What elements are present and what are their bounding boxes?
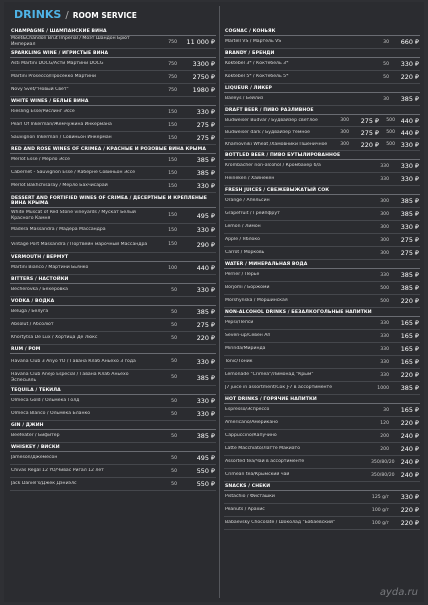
item-volume: 300 — [340, 118, 349, 123]
item-price: 385 ₽ — [400, 271, 419, 279]
item-volume-large: 500 — [386, 130, 395, 135]
item-name: J7 juice in assortment/Сок J-7 в ассортименте — [225, 385, 333, 391]
menu-item — [224, 491, 420, 504]
menu-item — [224, 195, 420, 208]
item-name: Mirinda/Миринда — [225, 346, 266, 352]
item-name: Martell VS / Мартель VS — [225, 39, 282, 45]
item-price: 385 ₽ — [400, 210, 419, 218]
item-volume: 1000 — [377, 385, 389, 391]
item-volume: 120 — [380, 420, 389, 426]
menu-item — [10, 408, 216, 421]
item-volume: 330 — [380, 359, 389, 365]
menu-item — [10, 180, 216, 193]
item-volume: 330 — [380, 163, 389, 169]
item-volume: 100 g/г — [371, 507, 389, 513]
right-column — [224, 28, 420, 602]
menu-item — [224, 430, 420, 443]
item-price: 495 ₽ — [196, 211, 215, 220]
item-price: 275 ₽ — [196, 134, 215, 142]
item-volume: 200 — [380, 433, 389, 439]
item-name: Grapefruit / Грейпфрут — [225, 211, 280, 217]
item-volume: 750 — [168, 61, 177, 67]
menu-item — [10, 36, 216, 49]
menu-item — [10, 319, 216, 332]
item-name: Lemon / Лимон — [225, 224, 261, 230]
item-price: 220 ₽ — [400, 519, 419, 527]
menu-item — [10, 284, 216, 297]
menu-item — [224, 356, 420, 369]
item-volume: 200 — [380, 446, 389, 452]
item-name: Seven-up/Севен Ап — [225, 333, 271, 339]
item-name: Heineken / Хайнекен — [225, 176, 275, 182]
item-price: 275 ₽ — [360, 128, 379, 137]
section-heading-text: RUM / РОМ — [11, 347, 41, 353]
item-price-large: 440 ₽ — [400, 116, 419, 125]
item-volume: 50 — [171, 398, 177, 404]
item-volume: 330 — [380, 176, 389, 182]
item-name: Novy Svet/"Новый Свет" — [11, 87, 69, 93]
item-volume: 350/80/20 — [371, 472, 395, 478]
item-price: 330 ₽ — [400, 162, 419, 170]
item-volume: 300 — [380, 198, 389, 204]
menu-item — [224, 173, 420, 186]
item-volume: 150 — [168, 183, 177, 189]
item-volume: 330 — [380, 372, 389, 378]
section-heading — [10, 386, 216, 395]
section-heading — [224, 106, 420, 115]
item-price: 275 ₽ — [360, 116, 379, 125]
section-heading-text: VERMOUTH / ВЕРМУТ — [11, 255, 69, 261]
menu-item — [10, 430, 216, 443]
item-volume: 50 — [171, 309, 177, 315]
item-name: Martini Prosecco/Просекко Мартини — [11, 74, 97, 80]
menu-item — [224, 269, 420, 282]
item-price: 1980 ₽ — [192, 86, 215, 94]
item-price: 165 ₽ — [400, 358, 419, 366]
item-name: Olmeca Gold / Ольмека Голд — [11, 398, 80, 404]
menu-item — [224, 71, 420, 84]
section-heading-text: GIN / ДЖИН — [11, 423, 44, 429]
menu-item — [224, 234, 420, 247]
menu-item — [10, 106, 216, 119]
item-volume: 100 — [168, 265, 177, 271]
section-heading — [224, 395, 420, 404]
menu-item — [224, 456, 420, 469]
section-heading-text: TEQUILA / ТЕКИЛА — [11, 388, 61, 394]
item-name: Khortytsa De Lux / Хортица Де Люкс — [11, 335, 98, 341]
item-price: 240 ₽ — [400, 445, 419, 453]
menu-item — [10, 58, 216, 71]
item-volume: 50 — [171, 375, 177, 380]
item-price: 240 ₽ — [400, 432, 419, 440]
item-name: Orange / Апельсин — [225, 198, 270, 204]
menu-item — [10, 306, 216, 319]
menu-item — [224, 221, 420, 234]
item-name: Koktebel 3* / Коктебель 3* — [225, 61, 289, 67]
item-volume: 750 — [168, 39, 177, 45]
section-heading — [10, 28, 216, 36]
section-heading-text: WATER / МИНЕРАЛЬНАЯ ВОДА — [225, 262, 308, 268]
menu-title — [14, 8, 137, 26]
item-volume: 30 — [383, 96, 389, 102]
item-name: Pepsi/Пепси — [225, 320, 254, 326]
item-volume: 50 — [171, 359, 177, 364]
item-name: Havana Club Anejo Especial / Гавана Клаб Аньехо Эспесьяль — [11, 371, 129, 383]
item-name: Borjomi / Боржоми — [225, 285, 270, 291]
section-heading — [10, 193, 216, 208]
item-volume: 50 — [171, 322, 177, 328]
item-price: 220 ₽ — [400, 506, 419, 514]
menu-item — [224, 443, 420, 456]
item-name: Cappuccino/Капучино — [225, 433, 277, 439]
section-heading-text: HOT DRINKS / ГОРЯЧИЕ НАПИТКИ — [225, 397, 317, 403]
item-price: 330 ₽ — [400, 60, 419, 68]
item-price: 275 ₽ — [196, 121, 215, 129]
menu-item — [224, 517, 420, 530]
item-volume: 300 — [380, 250, 389, 256]
item-volume: 750 — [168, 74, 177, 80]
item-name: Becherovka / Бехеровка — [11, 287, 68, 293]
item-price-large: 330 ₽ — [400, 140, 419, 149]
section-heading-text: VODKA / ВОДКА — [11, 299, 55, 305]
item-price: 330 ₽ — [196, 286, 215, 294]
item-volume: 300 — [340, 142, 349, 147]
menu-item — [10, 262, 216, 275]
item-name: Lemonade "Crimea"/Лимонад "Крым" — [225, 372, 314, 378]
item-volume: 330 — [380, 320, 389, 326]
item-name: Apple / Яблоко — [225, 237, 260, 243]
section-heading — [224, 186, 420, 195]
section-heading-text: DESSERT AND FORTIFIED WINES OF CRIMEA / ДЕСЕРТНЫЕ И КРЕПЛЕНЫЕ ВИНА КРЫМА — [11, 195, 207, 207]
item-volume: 500 — [380, 285, 389, 291]
item-name: Riesling Esse/Рислинг Эссе — [11, 109, 75, 115]
menu-item — [10, 237, 216, 253]
section-heading — [224, 84, 420, 93]
section-heading — [10, 345, 216, 354]
item-price: 385 ₽ — [400, 95, 419, 103]
item-price: 330 ₽ — [400, 223, 419, 231]
menu-item — [10, 167, 216, 180]
section-heading-text: LIQUEUR / ЛИКЕР — [225, 86, 272, 92]
item-name: Pistachio / Фисташки — [225, 494, 275, 500]
item-price: 330 ₽ — [196, 410, 215, 418]
item-volume: 150 — [168, 227, 177, 233]
section-heading — [10, 443, 216, 452]
item-price: 275 ₽ — [400, 236, 419, 244]
menu-item — [224, 317, 420, 330]
menu-item — [224, 330, 420, 343]
section-heading-text: BITTERS / НАСТОЙКИ — [11, 277, 69, 283]
section-heading-text: COGNAC / КОНЬЯК — [225, 29, 276, 35]
item-name: Olmeca Blanco / Ольмека Бланко — [11, 411, 91, 417]
section-heading — [10, 49, 216, 58]
item-name: Beefeater / Бифитер — [11, 433, 60, 439]
menu-item — [224, 382, 420, 395]
item-price: 165 ₽ — [400, 332, 419, 340]
menu-item — [224, 208, 420, 221]
menu-item — [224, 160, 420, 173]
item-volume-large: 500 — [386, 118, 395, 123]
section-heading — [224, 308, 420, 317]
item-name: Krombacher non-alcohol / Кромбахер б/а — [225, 163, 321, 169]
section-heading-text: CHAMPAGNE / ШАМПАНСКИЕ ВИНА — [11, 29, 107, 35]
item-name: Moet&Chandon Brut Imperial / Моэт Шандон Брют Империал — [11, 36, 130, 47]
item-price: 330 ₽ — [196, 108, 215, 116]
section-heading-text: WHISKEY / ВИСКИ — [11, 445, 60, 451]
section-heading — [10, 97, 216, 106]
item-price: 2750 ₽ — [192, 73, 215, 81]
item-price: 11 000 ₽ — [186, 38, 215, 46]
menu-item — [224, 504, 420, 517]
item-volume: 150 — [168, 170, 177, 176]
section-heading — [10, 421, 216, 430]
menu-item — [224, 36, 420, 49]
menu-item — [224, 369, 420, 382]
section-heading — [224, 482, 420, 491]
item-volume: 50 — [171, 468, 177, 474]
item-volume: 330 — [380, 272, 389, 278]
item-volume: 50 — [383, 61, 389, 67]
item-name: Jack Daniel's/Джек Дэниэлс — [11, 481, 77, 487]
menu-item — [10, 452, 216, 465]
item-volume: 330 — [380, 346, 389, 352]
item-price: 330 ₽ — [196, 397, 215, 405]
item-name: Latte Macchiato/Латте Макиато — [225, 446, 301, 452]
menu-item — [224, 115, 420, 127]
item-name: Absolut / Абсолют — [11, 322, 54, 328]
menu-item — [224, 469, 420, 482]
item-name: Jameson/Джемесон — [11, 455, 58, 461]
menu-item — [224, 58, 420, 71]
item-name: Martini Bianco / Мартини Бьянко — [11, 265, 89, 271]
menu-item — [10, 119, 216, 132]
item-volume-large: 500 — [386, 142, 395, 147]
item-name: Beluga / Белуга — [11, 309, 49, 315]
item-volume: 150 — [168, 109, 177, 115]
item-volume: 125 g/г — [371, 494, 389, 500]
item-name: Havana Club 3 Anyo YO / Гавана Клаб Аньехо 3 года — [11, 358, 136, 364]
section-heading-text: FRESH JUICES / СВЕЖЕВЫЖАТЫЙ СОК — [225, 188, 330, 194]
item-volume: 50 — [171, 335, 177, 341]
item-price: 275 ₽ — [400, 249, 419, 257]
menu-item — [224, 282, 420, 295]
menu-item — [10, 332, 216, 345]
item-name: Peanuts / Арахис — [225, 507, 265, 513]
menu-page — [4, 2, 424, 602]
item-price: 385 ₽ — [196, 156, 215, 164]
item-price: 660 ₽ — [400, 38, 419, 46]
section-heading — [224, 260, 420, 269]
item-price: 240 ₽ — [400, 458, 419, 466]
item-price: 330 ₽ — [196, 357, 215, 366]
item-name: Merlot Esse / Мерло Эссе — [11, 157, 71, 163]
item-name: Pearl Of Inkerman/Жемчужина Инкермана — [11, 122, 112, 128]
item-name: Morshynska / Моршинская — [225, 298, 288, 304]
item-volume: 500 — [380, 298, 389, 304]
item-name: Khamovniki Wheat /Хамовники Пшеничное — [225, 141, 328, 147]
item-name: Espresso/Эспрессо — [225, 407, 270, 413]
item-name: Madera Massandra / Мадера Массандра — [11, 227, 106, 233]
item-price: 220 ₽ — [400, 419, 419, 427]
section-heading — [224, 151, 420, 160]
section-heading — [10, 145, 216, 154]
item-price-large: 440 ₽ — [400, 128, 419, 137]
item-price: 220 ₽ — [400, 297, 419, 305]
item-name: Budweiser Budvar / Будвайзер светлое — [225, 117, 318, 123]
item-price: 440 ₽ — [196, 264, 215, 272]
item-price: 385 ₽ — [400, 284, 419, 292]
menu-item — [10, 154, 216, 167]
section-heading — [224, 49, 420, 58]
section-heading-text: WHITE WINES / БЕЛЫЕ ВИНА — [11, 99, 89, 105]
section-heading-text: SNACKS / СНЕКИ — [225, 484, 271, 490]
item-name: Crimean tea/Крымский чай — [225, 472, 290, 478]
section-heading-text: DRAFT BEER / ПИВО РАЗЛИВНОЕ — [225, 108, 314, 114]
item-volume: 50 — [171, 455, 177, 461]
item-volume: 50 — [383, 74, 389, 80]
item-volume: 150 — [168, 242, 177, 247]
section-heading-text: BRANDY / БРЕНДИ — [225, 51, 275, 57]
section-heading-text: RED AND ROSE WINES OF CRIMEA / КРАСНЫЕ И РОЗОВЫЕ ВИНА КРЫМА — [11, 147, 206, 153]
menu-item — [224, 127, 420, 139]
item-price: 165 ₽ — [400, 406, 419, 414]
watermark: ayda.ru — [379, 587, 418, 598]
menu-item — [224, 247, 420, 260]
item-name: White Muscat of Red Stone vineyards / Мускат Белый Красного Камня — [11, 209, 136, 221]
item-volume: 50 — [171, 411, 177, 417]
item-price: 330 ₽ — [196, 182, 215, 190]
item-volume: 30 — [383, 407, 389, 413]
title-separator: / — [65, 10, 69, 21]
item-volume: 150 — [168, 213, 177, 218]
menu-item — [224, 343, 420, 356]
column-divider — [219, 6, 220, 598]
item-volume: 150 — [168, 122, 177, 128]
item-volume: 50 — [171, 287, 177, 293]
item-price: 220 ₽ — [360, 140, 379, 149]
menu-item — [10, 478, 216, 491]
item-volume: 300 — [380, 211, 389, 217]
item-price: 220 ₽ — [400, 371, 419, 379]
menu-item — [10, 465, 216, 478]
item-price: 385 ₽ — [400, 384, 419, 392]
item-price: 550 ₽ — [196, 467, 215, 475]
menu-item — [224, 295, 420, 308]
item-price: 385 ₽ — [196, 308, 215, 316]
item-volume: 150 — [168, 157, 177, 163]
menu-item — [10, 354, 216, 370]
item-name: Americano/Американо — [225, 420, 278, 426]
menu-item — [10, 84, 216, 97]
item-volume: 750 — [168, 87, 177, 93]
item-volume: 300 — [340, 130, 349, 135]
item-name: Asti Martini DOCG/Асти Мартини DOCG — [11, 61, 104, 67]
item-price: 220 ₽ — [196, 334, 215, 342]
item-volume: 100 g/г — [371, 520, 389, 526]
item-price: 385 ₽ — [196, 432, 215, 440]
item-price: 385 ₽ — [400, 197, 419, 205]
item-name: Babaevsky Chocolate / Шоколад "Бабаевский" — [225, 520, 336, 526]
item-price: 385 ₽ — [196, 373, 215, 382]
item-name: Assorted tea/Чай в ассортименте — [225, 459, 305, 465]
section-heading — [10, 297, 216, 306]
item-price: 220 ₽ — [400, 73, 419, 81]
item-volume: 50 — [171, 433, 177, 439]
item-price: 165 ₽ — [400, 319, 419, 327]
item-name: Merlot Bakhchisaray / Мерло Бахчисарай — [11, 183, 108, 189]
item-name: Vintage Port Massandra / Портвейн марочный Массандра — [11, 241, 148, 247]
section-heading — [224, 28, 420, 36]
item-price: 330 ₽ — [400, 493, 419, 501]
item-name: Cabernet - Sauvignon Esse / Каберне Совиньон Эссе — [11, 170, 136, 176]
item-volume: 300 — [380, 224, 389, 230]
menu-item — [224, 139, 420, 151]
section-heading-text: BOTTLED BEER / ПИВО БУТЫЛИРОВАННОЕ — [225, 153, 341, 159]
item-price: 240 ₽ — [400, 471, 419, 479]
item-volume: 150 — [168, 135, 177, 141]
item-price: 330 ₽ — [196, 226, 215, 234]
item-name: Perrier / Перье — [225, 272, 260, 278]
item-price: 3300 ₽ — [192, 60, 215, 68]
title-drinks: DRINKS — [14, 8, 62, 21]
menu-item — [224, 417, 420, 430]
menu-item — [10, 395, 216, 408]
title-room-service: ROOM SERVICE — [72, 11, 137, 20]
section-heading — [10, 275, 216, 284]
section-heading-text: SPARKLING WINE / ИГРИСТЫЕ ВИНА — [11, 51, 109, 57]
item-price: 275 ₽ — [196, 321, 215, 329]
item-volume: 30 — [383, 39, 389, 45]
item-name: Baileys / Бейлиз — [225, 96, 264, 102]
item-name: Tonic/Тоник — [225, 359, 253, 365]
item-price: 290 ₽ — [196, 240, 215, 249]
left-column — [10, 28, 216, 602]
item-name: Chivas Regal 12 YO/Чивас Ригал 12 лет — [11, 468, 104, 474]
item-price: 550 ₽ — [196, 480, 215, 488]
item-name: Carrot / Морковь — [225, 250, 265, 256]
menu-item — [10, 71, 216, 84]
menu-item — [224, 404, 420, 417]
item-volume: 350/80/20 — [371, 459, 395, 465]
menu-item — [10, 224, 216, 237]
menu-item — [224, 93, 420, 106]
item-volume: 330 — [380, 333, 389, 339]
item-price: 165 ₽ — [400, 345, 419, 353]
section-heading-text: NON-ALCOHOL DRINKS / БЕЗАЛКОГОЛЬНЫЕ НАПИТКИ — [225, 310, 372, 316]
section-heading — [10, 253, 216, 262]
item-price: 385 ₽ — [196, 169, 215, 177]
item-name: Sauvignon Inkerman / Совиньон Инкерман — [11, 135, 112, 141]
item-price: 330 ₽ — [400, 175, 419, 183]
item-name: Koktebel 5* / Коктебель 5* — [225, 74, 289, 80]
menu-item — [10, 132, 216, 145]
item-volume: 50 — [171, 481, 177, 487]
item-name: Budweiser dark / Будвайзер темное — [225, 129, 310, 135]
item-volume: 300 — [380, 237, 389, 243]
menu-item — [10, 370, 216, 386]
menu-item — [10, 208, 216, 224]
item-price: 495 ₽ — [196, 454, 215, 462]
